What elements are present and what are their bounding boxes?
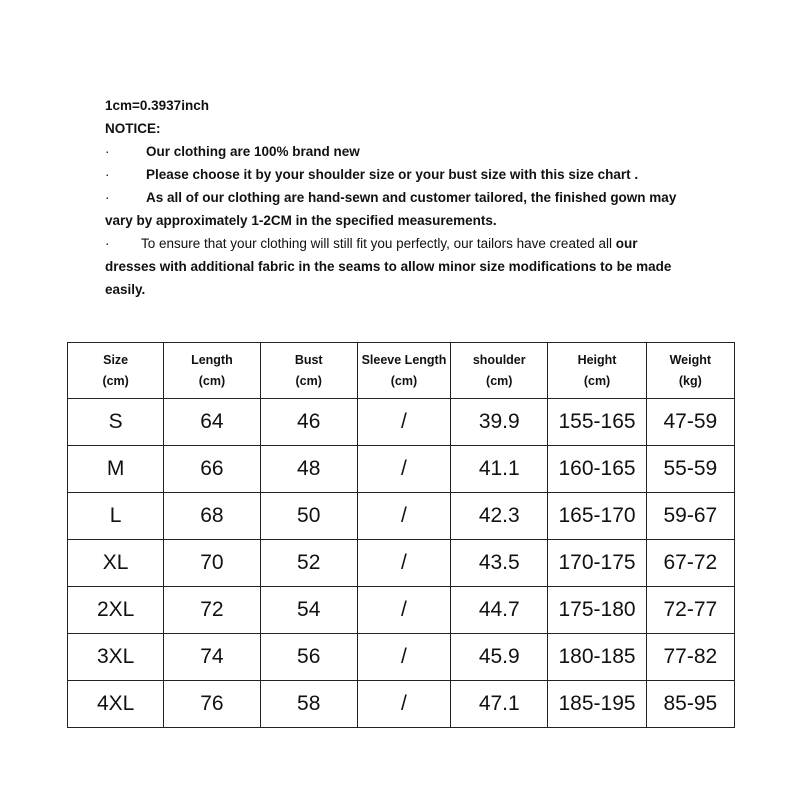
- header-cell: [260, 343, 357, 399]
- notice-item: [105, 232, 685, 301]
- table-cell: 3XL: [68, 634, 164, 681]
- table-cell: S: [68, 399, 164, 446]
- table-cell: 55-59: [646, 446, 734, 493]
- header-unit: (cm): [486, 373, 513, 388]
- table-cell: 70: [164, 540, 260, 587]
- table-cell: /: [357, 540, 450, 587]
- notice-text-rest: our dresses with additional fabric in the seams to allow minor size modifications to be made easily.: [105, 236, 672, 297]
- header-unit: (cm): [102, 373, 129, 388]
- table-cell: 165-170: [548, 493, 646, 540]
- table-cell: 58: [260, 681, 357, 728]
- table-cell: 45.9: [451, 634, 548, 681]
- table-row: [68, 493, 735, 540]
- table-cell: 43.5: [451, 540, 548, 587]
- header-label: Bust: [294, 352, 323, 367]
- table-cell: 66: [164, 446, 260, 493]
- header-cell: [646, 343, 734, 399]
- header-cell: [164, 343, 260, 399]
- table-cell: 85-95: [646, 681, 734, 728]
- table-cell: 77-82: [646, 634, 734, 681]
- header-unit: (kg): [678, 373, 702, 388]
- table-cell: 46: [260, 399, 357, 446]
- table-cell: 4XL: [68, 681, 164, 728]
- header-cell: [357, 343, 450, 399]
- table-cell: 48: [260, 446, 357, 493]
- table-cell: 67-72: [646, 540, 734, 587]
- notice-heading: NOTICE:: [105, 121, 161, 136]
- table-cell: 39.9: [451, 399, 548, 446]
- table-row: [68, 540, 735, 587]
- notice-text: As all of our clothing are hand-sewn and customer tailored, the finished gown may vary by approximately 1-2CM in the specified measurements.: [105, 190, 677, 228]
- table-cell: 185-195: [548, 681, 646, 728]
- table-cell: 74: [164, 634, 260, 681]
- table-cell: 2XL: [68, 587, 164, 634]
- table-row: [68, 446, 735, 493]
- unit-conversion: 1cm=0.3937inch: [105, 98, 209, 113]
- table-cell: 47-59: [646, 399, 734, 446]
- bullet-icon: ·: [105, 190, 110, 205]
- table-cell: /: [357, 634, 450, 681]
- table-cell: 44.7: [451, 587, 548, 634]
- table-cell: 47.1: [451, 681, 548, 728]
- table-cell: L: [68, 493, 164, 540]
- header-label: Sleeve Length: [361, 352, 447, 367]
- header-label: Size: [103, 352, 129, 367]
- size-chart-table: [67, 342, 735, 728]
- table-cell: /: [357, 493, 450, 540]
- table-cell: M: [68, 446, 164, 493]
- table-cell: 41.1: [451, 446, 548, 493]
- header-label: Height: [577, 352, 617, 367]
- notice-item: [105, 163, 685, 186]
- header-label: Weight: [669, 352, 712, 367]
- notice-text: Our clothing are 100% brand new: [146, 144, 360, 159]
- table-cell: 56: [260, 634, 357, 681]
- header-unit: (cm): [198, 373, 226, 388]
- header-label: Length: [191, 352, 233, 367]
- header-cell: [68, 343, 164, 399]
- table-row: [68, 399, 735, 446]
- notice-item: [105, 140, 685, 163]
- header-unit: (cm): [295, 373, 322, 388]
- table-cell: 160-165: [548, 446, 646, 493]
- header-unit: (cm): [583, 373, 611, 388]
- header-cell: [548, 343, 646, 399]
- notice-text: [105, 232, 685, 301]
- table-cell: 72: [164, 587, 260, 634]
- table-cell: 72-77: [646, 587, 734, 634]
- table-cell: 64: [164, 399, 260, 446]
- table-cell: 155-165: [548, 399, 646, 446]
- table-cell: 42.3: [451, 493, 548, 540]
- table-cell: /: [357, 399, 450, 446]
- header-unit: (cm): [390, 373, 418, 388]
- table-cell: /: [357, 681, 450, 728]
- notice-item: [105, 186, 685, 232]
- bullet-icon: ·: [105, 236, 110, 251]
- table-row: [68, 634, 735, 681]
- table-row: [68, 681, 735, 728]
- notice-text-lead: To ensure that your clothing will still fit you perfectly, our tailors have created all: [141, 236, 612, 251]
- table-cell: /: [357, 587, 450, 634]
- table-cell: 175-180: [548, 587, 646, 634]
- table-cell: XL: [68, 540, 164, 587]
- table-cell: 170-175: [548, 540, 646, 587]
- table-cell: 76: [164, 681, 260, 728]
- notice-text: Please choose it by your shoulder size or your bust size with this size chart .: [146, 167, 639, 182]
- table-row: [68, 587, 735, 634]
- notice-section: [105, 94, 685, 301]
- bullet-icon: ·: [105, 167, 110, 182]
- table-cell: 59-67: [646, 493, 734, 540]
- table-cell: 68: [164, 493, 260, 540]
- table-cell: 52: [260, 540, 357, 587]
- table-cell: /: [357, 446, 450, 493]
- table-header-row: [68, 343, 735, 399]
- table-cell: 180-185: [548, 634, 646, 681]
- table-cell: 50: [260, 493, 357, 540]
- header-label: shoulder: [472, 352, 526, 367]
- header-cell: [451, 343, 548, 399]
- bullet-icon: ·: [105, 144, 110, 159]
- table-cell: 54: [260, 587, 357, 634]
